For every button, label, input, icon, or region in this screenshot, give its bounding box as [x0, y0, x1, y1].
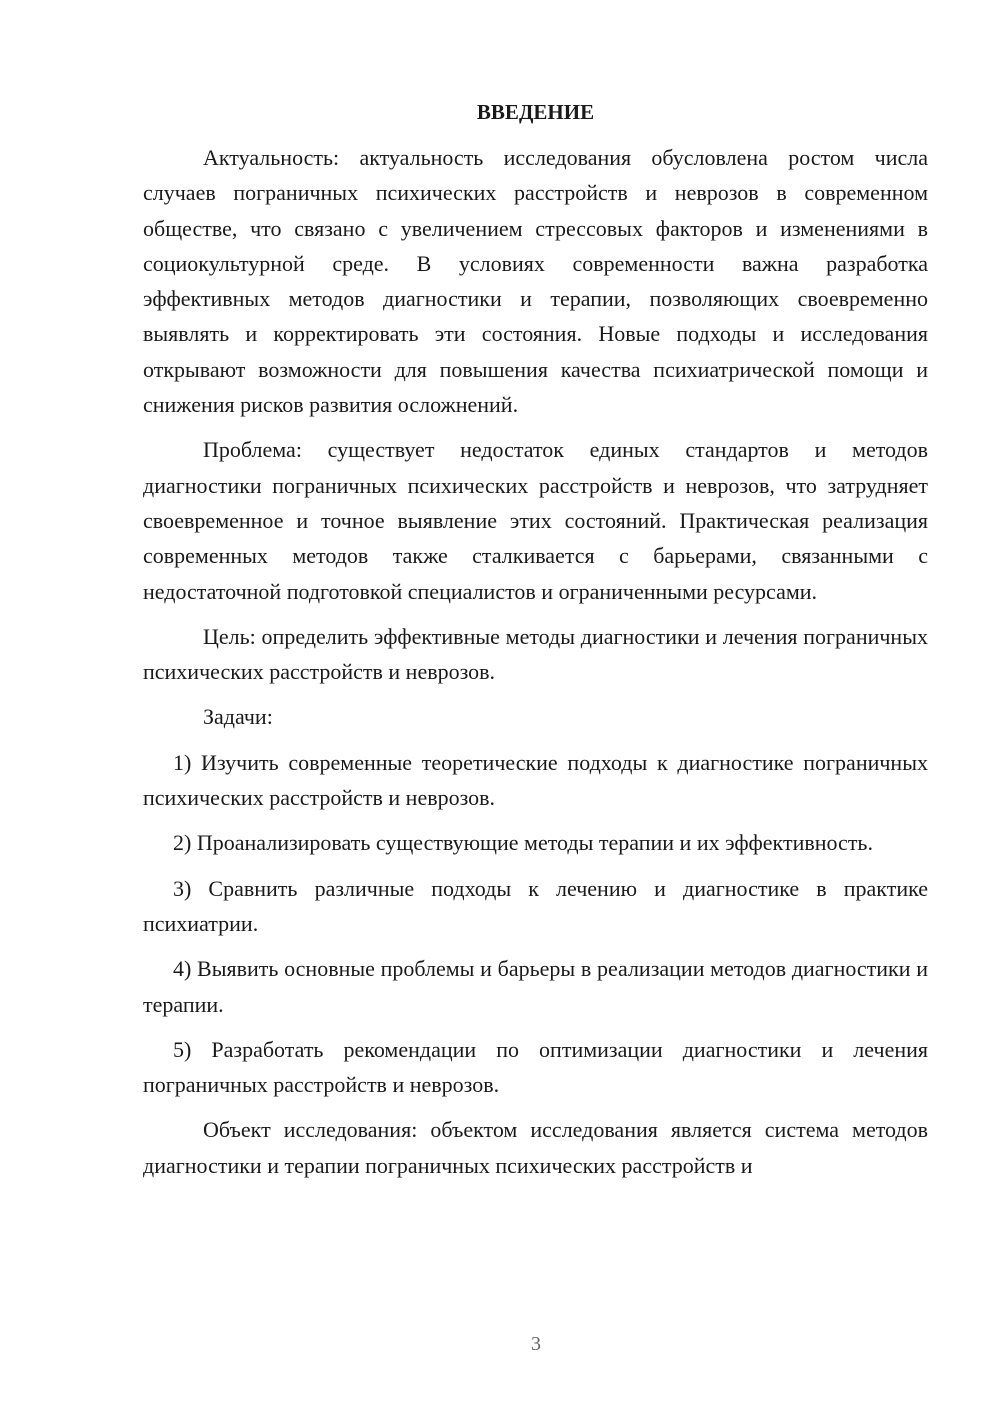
task-item-1: 1) Изучить современные теоретические подходы к диагностике пограничных психических расстройств и неврозов. [143, 749, 928, 811]
task-item-5: 5) Разработать рекомендации по оптимизации диагностики и лечения пограничных расстройств и неврозов. [143, 1036, 928, 1098]
paragraph-goal: Цель: определить эффективные методы диагностики и лечения пограничных психических расстройств и неврозов. [143, 623, 928, 685]
page-content [143, 95, 928, 1183]
task-item-3: 3) Сравнить различные подходы к лечению и диагностике в практике психиатрии. [143, 875, 928, 936]
page-number: 3 [531, 1333, 541, 1355]
task-item-2: 2) Проанализировать существующие методы терапии и их эффективность. [173, 830, 873, 856]
task-item-4: 4) Выявить основные проблемы и барьеры в реализации методов диагностики и терапии. [143, 956, 928, 1017]
section-title: ВВЕДЕНИЕ [476, 100, 595, 124]
tasks-heading: Задачи: [203, 704, 273, 730]
paragraph-problem: Проблема: существует недостаток единых стандартов и методов диагностики пограничных психических расстройств и неврозов, что затрудняет своевременное и точное выявление этих состояний. Практическая реализация современных методов также сталкивается с барьерами, связанными с недостаточной подготовкой специалистов и ограниченными ресурсами. [143, 437, 928, 604]
paragraph-relevance: Актуальность: актуальность исследования обусловлена ростом числа случаев пограничных психических расстройств и неврозов в современном обществе, что связано с увеличением стрессовых факторов и изменениями в социокультурной среде. В условиях современности важна разработка эффективных методов диагностики и терапии, позволяющих своевременно выявлять и корректировать эти состояния. Новые подходы и исследования открывают возможности для повышения качества психиатрической помощи и снижения рисков развития осложнений. [143, 145, 928, 418]
paragraph-object: Объект исследования: объектом исследования является система методов диагностики и терапии пограничных психических расстройств и [143, 1117, 928, 1178]
